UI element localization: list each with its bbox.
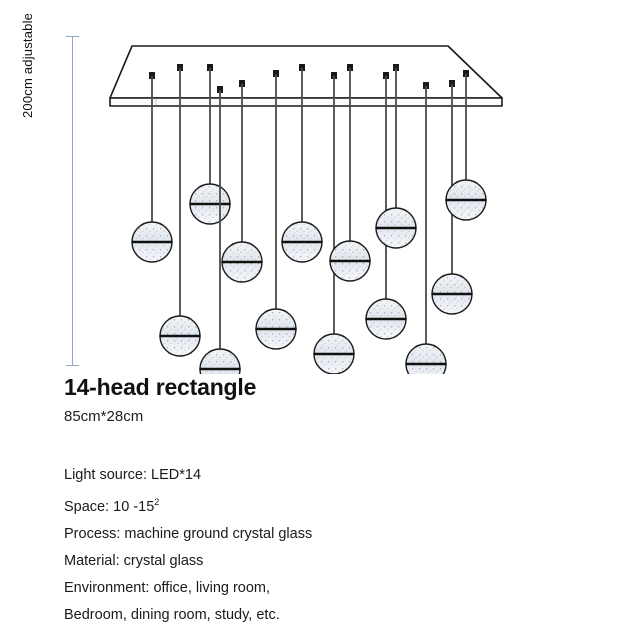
spec-line-light-source: Light source: LED*14 xyxy=(64,467,202,483)
dimension-rail xyxy=(66,36,80,366)
page-title: 14-head rectangle xyxy=(64,374,257,400)
spec-space-superscript: 2 xyxy=(154,497,160,507)
spec-space-text: Space: 10 -15 xyxy=(64,498,155,515)
chandelier-illustration xyxy=(96,24,526,374)
spec-line-process: Process: machine ground crystal glass xyxy=(64,525,313,542)
pendant xyxy=(222,80,262,282)
pendant-group xyxy=(132,64,486,374)
spec-list xyxy=(64,462,534,629)
pendant xyxy=(200,86,240,374)
product-size: 85cm*28cm xyxy=(64,408,144,425)
spec-line-environment-cont: Bedroom, dining room, study, etc. xyxy=(64,606,280,623)
pendant xyxy=(256,70,296,349)
dimension-rail-bottom-cap xyxy=(66,365,79,366)
dimension-rail-line xyxy=(72,36,73,366)
spec-line-space xyxy=(64,489,534,521)
canopy-plate xyxy=(110,46,502,106)
chandelier-svg xyxy=(96,24,526,374)
dimension-label: 200cm adjustable xyxy=(20,12,35,118)
spec-line-material: Material: crystal glass xyxy=(64,552,204,569)
pendant xyxy=(366,72,406,339)
spec-line-environment: Environment: office, living room, xyxy=(64,579,271,596)
pendant xyxy=(314,72,354,374)
